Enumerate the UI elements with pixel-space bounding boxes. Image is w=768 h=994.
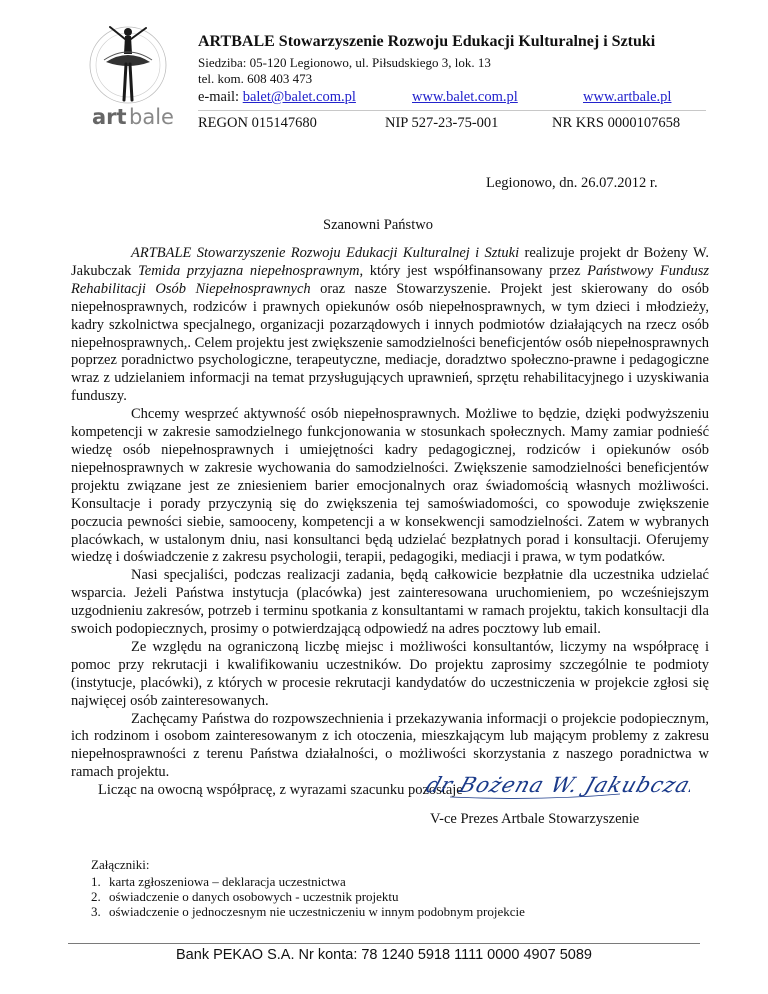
paragraph-1-text-a: realizuje projekt dr Bożeny W. Jakubczak	[71, 245, 709, 279]
paragraph-1	[71, 245, 709, 406]
paragraph-2: Chcemy wesprzeć aktywność osób niepełnosprawnych. Możliwe to będzie, dzięki podwyższeniu kompetencji w zakresie samodzielnego funkcjonowania w stosunkach społecznych. Mamy zamiar podnieść wiedzę osób niepełnosprawnych i umiejętności kadry pedagogicznej, rodziców i opiekunów osób niepełnosprawnych w zakresie wychowania do samodzielności. Zwiększenie samodzielności beneficjentów projektu związane jest ze zniesieniem barier emocjonalnych oraz świadomością własnych możliwości. Konsultacje i porady przyczynią się do zwiększenia tej samoświadomości, co spowoduje zwiększenie poczucia pewności siebie, samooceny, kompetencji a w konsekwencji samodzielności. Zatem w wybranych placówkach, w ustalonym dniu, nasi konsultanci będą udzielać bezpłatnych porad i konsultacji. Oferujemy wiedzę i doświadczenie z zakresu psychologii, terapii, pedagogiki, mediacji i prawa, w tym podatków.	[71, 406, 709, 566]
attachment-item	[91, 889, 525, 904]
org-address: Siedziba: 05-120 Legionowo, ul. Piłsudskiego 3, lok. 13	[198, 55, 491, 70]
paragraph-3: Nasi specjaliści, podczas realizacji zadania, będą całkowicie bezpłatnie dla uczestnika udzielać wsparcia. Jeżeli Państwa instytucja (placówka) jest zainteresowana uruchomieniem, po wcześniejszym uzgodnieniu zakresów, potrzeb i terminu spotkania z konsultantami w ramach projektu, takich konsultacji dla swoich podopiecznych, prosimy o potwierdzającą odpowiedź na adres pocztowy lub email.	[71, 567, 709, 638]
artbale-logo	[80, 20, 190, 138]
krs-number: NR KRS 0000107658	[552, 115, 681, 131]
attachment-text: oświadczenie o danych osobowych - uczestnik projektu	[109, 889, 399, 904]
website-link-artbale[interactable]: www.artbale.pl	[583, 89, 672, 105]
website-link-balet[interactable]: www.balet.com.pl	[412, 89, 518, 105]
paragraph-1-text-c: oraz nasze Stowarzyszenie. Projekt jest skierowany do osób niepełnosprawnych, rodziców i prawnych opiekunów osób niepełnosprawnych, w tym dzieci i młodzieży, kadry szkolnictwa specjalnego, organizacji pozarządowych i innych podmiotów działających na rzecz osób niepełnosprawnych,. Celem projektu jest zwiększenie samodzielności beneficjentów osób niepełnosprawnych poprzez poradnictwo psychologiczne, terapeutyczne, mediacje, doradztwo społeczno-prawne i pedagogiczne wraz z udzielaniem informacji na temat przysługujących uprawnień, sprzętu rehabilitacyjnego i uzyskiwania funduszy.	[71, 280, 709, 405]
ballerina-logo-icon	[80, 20, 190, 138]
attachment-item	[91, 874, 525, 889]
logo-wordmark-bale: bale	[129, 105, 174, 129]
signature-script: dr Bożena W. Jakubczak	[422, 773, 690, 798]
regon-number: REGON 015147680	[198, 115, 317, 131]
attachment-text: karta zgłoszeniowa – deklaracja uczestnictwa	[109, 874, 346, 889]
nip-number: NIP 527-23-75-001	[385, 115, 499, 131]
attachments-title: Załączniki:	[91, 857, 150, 872]
attachments-list	[91, 874, 525, 919]
org-name: ARTBALE Stowarzyszenie Rozwoju Edukacji Kulturalnej i Sztuki	[198, 33, 656, 50]
attachment-item	[91, 904, 525, 919]
org-phone: tel. kom. 608 403 473	[198, 71, 313, 86]
handwritten-signature	[420, 770, 690, 806]
letter-greeting: Szanowni Państwo	[323, 217, 433, 233]
bank-account-footer: Bank PEKAO S.A. Nr konta: 78 1240 5918 1111 0000 4907 5089	[176, 947, 592, 963]
attachment-text: oświadczenie o jednoczesnym nie uczestniczeniu w innym podobnym projekcie	[109, 904, 525, 919]
email-link[interactable]: balet@balet.com.pl	[242, 89, 356, 105]
attachment-number: 1.	[91, 874, 101, 889]
paragraph-4: Ze względu na ograniczoną liczbę miejsc i możliwości konsultantów, liczymy na współpracę i pomoc przy rekrutacji i kwalifikowaniu uczestników. Do projektu zaprosimy szczególnie te podmioty (instytucje, placówki), z których w procesie rekrutacji kandydatów do uczestniczenia w projekcie zgłosi się najwięcej osób zainteresowanych.	[71, 638, 709, 709]
signer-role: V-ce Prezes Artbale Stowarzyszenie	[430, 811, 640, 827]
logo-wordmark-art: art	[92, 105, 127, 129]
project-name-italic: Temida przyjazna niepełnosprawnym	[138, 262, 360, 279]
letter-date: Legionowo, dn. 26.07.2012 r.	[486, 175, 658, 191]
org-name-italic: ARTBALE Stowarzyszenie Rozwoju Edukacji Kulturalnej i Sztuki	[131, 245, 520, 261]
email-block	[198, 89, 356, 106]
header-divider	[198, 110, 706, 111]
fund-name-italic: Państwowy Fundusz Rehabilitacji Osób Niepełnosprawnych	[71, 262, 710, 297]
paragraph-5: Zachęcamy Państwa do rozpowszechnienia i przekazywania informacji o projekcie podopiecznym, ich rodzinom i osobom zainteresowanym z ich otoczenia, mieszkającym lub mającym problemy z zakresu niepełnosprawności z terenu Państwa działalności, o możliwości skorzystania z naszego poradnictwa w ramach projektu.	[71, 710, 709, 781]
closing-line: Licząc na owocną współpracę, z wyrazami szacunku pozostaje	[98, 782, 463, 799]
footer-divider	[68, 943, 700, 944]
letter-body	[71, 245, 709, 800]
email-label: e-mail:	[198, 89, 243, 105]
paragraph-1-text-b: , który jest współfinansowany przez	[359, 262, 588, 279]
attachment-number: 2.	[91, 889, 101, 904]
attachment-number: 3.	[91, 904, 101, 919]
